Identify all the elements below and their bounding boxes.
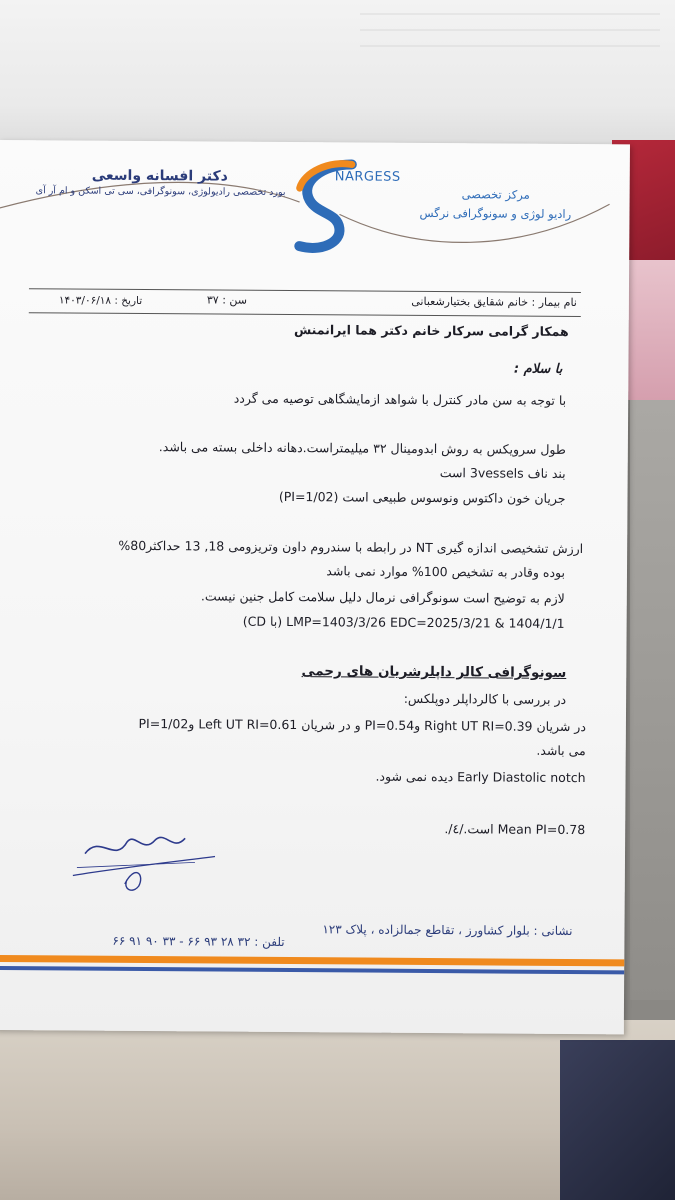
report-line: لازم به توضیح است سونوگرافی نرمال دلیل سلامت کامل جنین نیست.	[200, 588, 565, 606]
background-paper	[0, 0, 675, 150]
background-wall	[630, 400, 675, 1000]
section-line: در شریان Right UT RI=0.39 وPI=0.54 و در شریان Left UT RI=0.61 وPI=1/02	[138, 715, 586, 735]
report-line-dates: (CD با) LMP=1403/3/26 EDC=2025/3/21 & 1404/1/1	[242, 613, 565, 631]
report-paper	[0, 140, 630, 1034]
report-date: تاریخ : ۱۴۰۳/۰۶/۱۸	[58, 294, 143, 307]
section-line: می باشد.	[536, 742, 586, 759]
faded-lines-decoration	[340, 0, 675, 60]
greeting: با سلام :	[513, 361, 563, 377]
patient-name: نام بیمار : خانم شقایق بختیارشعبانی	[411, 294, 577, 310]
divider-top	[29, 288, 581, 293]
divider-bottom	[29, 312, 581, 317]
report-line: بند ناف 3vessels است	[439, 465, 566, 481]
dark-fabric	[560, 1040, 675, 1200]
section-title: سونوگرافی کالر داپلرشریان های رحمی	[301, 663, 567, 681]
brand-name: NARGESS	[334, 169, 401, 185]
addressee: همکار گرامی سرکار خانم دکتر هما ایرانمنش	[293, 322, 569, 339]
section-line: در بررسی با کالرداپلر دوپلکس:	[403, 690, 567, 707]
footer-phone: تلفن : ۳۲ ۲۸ ۹۳ ۶۶ - ۳۳ ۹۰ ۹۱ ۶۶	[112, 933, 285, 950]
section-line: Mean PI=0.78 است./٤/.	[444, 821, 586, 838]
center-title-line2: رادیو لوژی و سونوگرافی نرگس	[419, 205, 572, 221]
section-line: Early Diastolic notch دیده نمی شود.	[375, 768, 586, 786]
signature-stamp	[65, 823, 235, 894]
center-title-line1: مرکز تخصصی	[461, 187, 530, 202]
doctor-specialty: بورد تخصصی رادیولوژی، سونوگرافی، سی تی اسکن و ام آر آی	[35, 185, 286, 198]
footer-address: نشانی : بلوار کشاورز ، تقاطع جمالزاده ، پلاک ۱۲۳	[322, 922, 573, 939]
report-line: ارزش تشخیصی اندازه گیری NT در رابطه با سندروم داون وتریزومی 18, 13 حداکثر80%	[118, 537, 584, 557]
footer-band-blue	[0, 966, 624, 974]
doctor-name: دکتر افسانه واسعی	[91, 167, 228, 185]
footer-band-orange	[0, 955, 624, 966]
patient-age: سن : ۳۷	[206, 293, 248, 307]
report-line: با توجه به سن مادر کنترل با شواهد ازمایشگاهی توصیه می گردد	[233, 390, 567, 408]
report-line: بوده وقادر به تشخیص 100% موارد نمی باشد	[326, 563, 566, 580]
report-line: طول سرویکس به روش ابدومینال ۳۲ میلیمتراست.دهانه داخلی بسته می باشد.	[158, 439, 566, 457]
report-line: جریان خون داکتوس ونوسوس طبیعی است (PI=1/02)	[278, 488, 566, 506]
